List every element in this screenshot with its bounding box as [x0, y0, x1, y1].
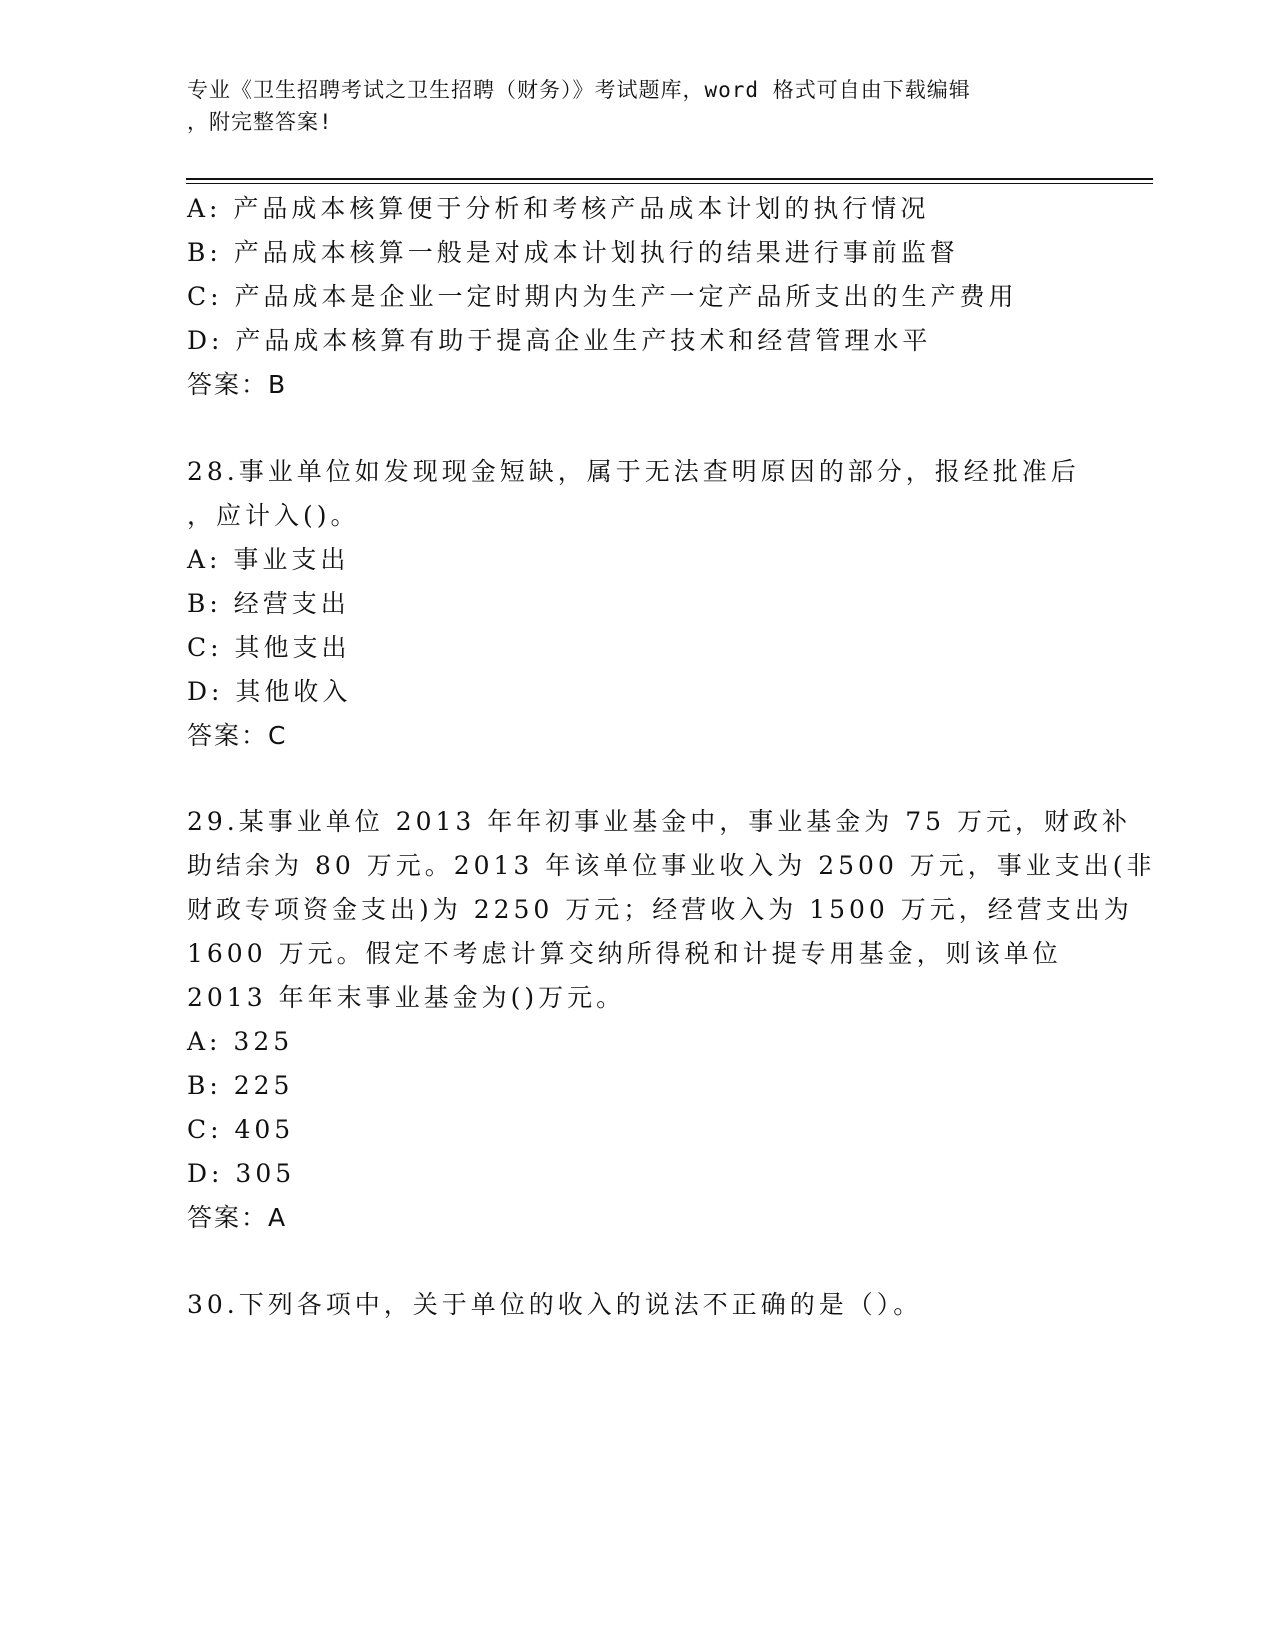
option-b: B: 产品成本核算一般是对成本计划执行的结果进行事前监督 — [187, 238, 959, 267]
option-c: C: 产品成本是企业一定时期内为生产一定产品所支出的生产费用 — [187, 282, 1018, 311]
option-d: D: 产品成本核算有助于提高企业生产技术和经营管理水平 — [187, 326, 932, 355]
question-stem-line-1: 29.某事业单位 2013 年年初事业基金中，事业基金为 75 万元，财政补 — [187, 807, 1131, 836]
option-a: A: 事业支出 — [187, 545, 350, 574]
header-divider-thin — [186, 183, 1153, 184]
question-stem-line-3: 财政专项资金支出)为 2250 万元；经营收入为 1500 万元，经营支出为 — [187, 895, 1133, 924]
option-d: D: 其他收入 — [187, 677, 352, 706]
option-a: A: 325 — [187, 1027, 294, 1056]
header-line-2: ，附完整答案! — [187, 110, 333, 134]
option-c: C: 其他支出 — [187, 633, 351, 662]
option-b: B: 225 — [187, 1071, 294, 1100]
question-stem-line-2: 助结余为 80 万元。2013 年该单位事业收入为 2500 万元，事业支出(非 — [187, 851, 1156, 880]
option-b: B: 经营支出 — [187, 589, 350, 618]
question-stem-line-4: 1600 万元。假定不考虑计算交纳所得税和计提专用基金，则该单位 — [187, 939, 1062, 968]
option-c: C: 405 — [187, 1115, 295, 1144]
header-text — [187, 74, 1087, 138]
header-line-1: 专业《卫生招聘考试之卫生招聘（财务）》考试题库，word 格式可自由下载编辑 — [187, 78, 971, 102]
question-stem-line-1: 28.事业单位如发现现金短缺，属于无法查明原因的部分，报经批准后 — [187, 457, 1080, 486]
answer: 答案：C — [187, 721, 288, 750]
question-stem-line-5: 2013 年年末事业基金为()万元。 — [187, 983, 626, 1012]
answer: 答案：B — [187, 370, 288, 399]
question-stem-line-1: 30.下列各项中，关于单位的收入的说法不正确的是（）。 — [187, 1290, 923, 1319]
option-a: A: 产品成本核算便于分析和考核产品成本计划的执行情况 — [187, 194, 930, 223]
question-stem-line-2: ，应计入()。 — [187, 501, 360, 530]
answer: 答案：A — [187, 1203, 288, 1232]
header-divider-thick — [186, 178, 1153, 180]
option-d: D: 305 — [187, 1159, 296, 1188]
